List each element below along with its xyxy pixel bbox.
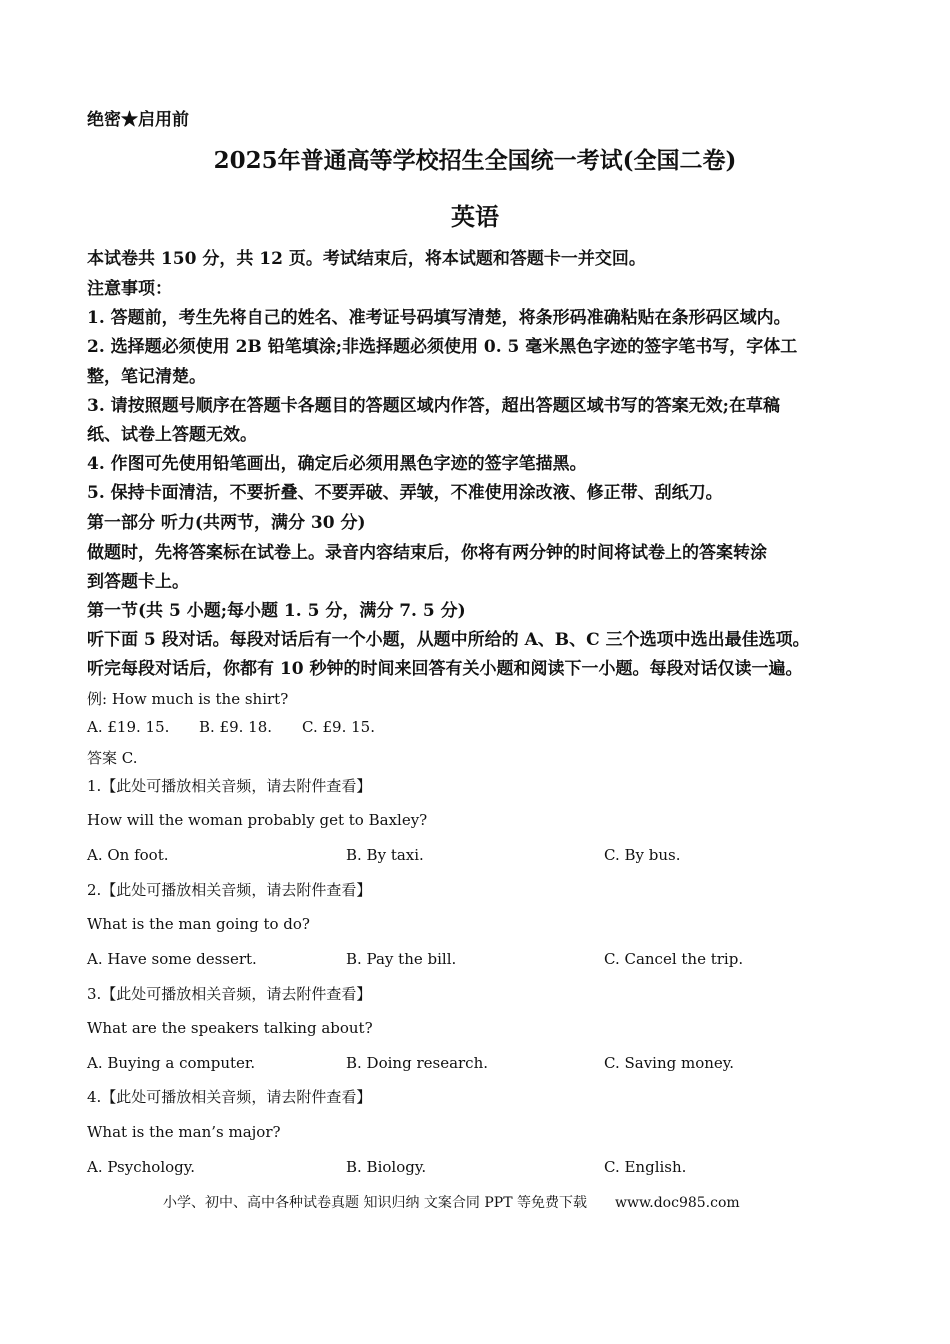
part-description: 到答题卡上。 <box>87 572 189 592</box>
option-b: B. Doing research. <box>346 1054 489 1072</box>
option-c: C. Cancel the trip. <box>604 950 744 968</box>
section-description: 听完每段对话后，你都有 10 秒钟的时间来回答有关小题和阅读下一小题。每段对话仅读一遍。 <box>87 659 803 679</box>
option-c: C. Saving money. <box>604 1054 735 1072</box>
page-footer <box>163 1192 740 1212</box>
option-b: B. Pay the bill. <box>346 950 457 968</box>
notice-line: 纸、试卷上答题无效。 <box>87 425 257 445</box>
notice-line: 5. 保持卡面清洁，不要折叠、不要弄破、弄皱，不准使用涂改液、修正带、刮纸刀。 <box>87 483 723 503</box>
part-title: 第一部分 听力(共两节，满分 30 分) <box>87 513 366 533</box>
notice-line: 2. 选择题必须使用 2B 铅笔填涂;非选择题必须使用 0. 5 毫米黑色字迹的签字笔书写，字体工 <box>87 337 798 357</box>
notice-line: 整，笔记清楚。 <box>87 367 206 387</box>
example-option: B. £9. 18. <box>199 718 273 736</box>
notice-line: 1. 答题前，考生先将自己的姓名、准考证号码填写清楚，将条形码准确粘贴在条形码区域内。 <box>87 308 791 328</box>
footer-url[interactable]: www.doc985.com <box>614 1195 740 1211</box>
option-b: B. By taxi. <box>346 846 424 864</box>
question-text: How will the woman probably get to Baxley? <box>87 811 428 829</box>
option-a: A. On foot. <box>87 846 169 864</box>
notice-line: 4. 作图可先使用铅笔画出，确定后必须用黑色字迹的签字笔描黑。 <box>87 454 587 474</box>
example-answer: 答案 C. <box>87 749 138 767</box>
notice-title: 注意事项： <box>87 279 172 299</box>
question-text: What is the man going to do? <box>87 915 310 933</box>
example-option: A. £19. 15. <box>87 718 170 736</box>
part-description: 做题时，先将答案标在试卷上。录音内容结束后，你将有两分钟的时间将试卷上的答案转涂 <box>87 543 767 563</box>
option-b: B. Biology. <box>346 1158 427 1176</box>
audio-placeholder[interactable]: 3.【此处可播放相关音频，请去附件查看】 <box>87 985 372 1003</box>
section-description: 听下面 5 段对话。每段对话后有一个小题，从题中所给的 A、B、C 三个选项中选出最佳选项。 <box>87 630 810 650</box>
option-c: C. English. <box>604 1158 687 1176</box>
option-a: A. Have some dessert. <box>87 950 257 968</box>
audio-placeholder[interactable]: 1.【此处可播放相关音频，请去附件查看】 <box>87 777 372 795</box>
option-a: A. Psychology. <box>87 1158 196 1176</box>
subject-title: 英语 <box>451 202 499 231</box>
question-text: What is the man’s major? <box>87 1123 281 1141</box>
question-text: What are the speakers talking about? <box>87 1019 373 1037</box>
exam-title: 2025年普通高等学校招生全国统一考试(全国二卷) <box>213 147 737 174</box>
exam-intro: 本试卷共 150 分，共 12 页。考试结束后，将本试题和答题卡一并交回。 <box>87 249 646 269</box>
option-c: C. By bus. <box>604 846 681 864</box>
option-a: A. Buying a computer. <box>87 1054 256 1072</box>
section-title: 第一节(共 5 小题;每小题 1. 5 分，满分 7. 5 分) <box>87 601 466 621</box>
audio-placeholder[interactable]: 2.【此处可播放相关音频，请去附件查看】 <box>87 881 372 899</box>
footer-text: 小学、初中、高中各种试卷真题 知识归纳 文案合同 PPT 等免费下载 <box>163 1195 587 1211</box>
audio-placeholder[interactable]: 4.【此处可播放相关音频，请去附件查看】 <box>87 1088 372 1106</box>
example-option: C. £9. 15. <box>302 718 375 736</box>
confidential-label: 绝密★启用前 <box>87 110 189 130</box>
example-question: 例: How much is the shirt? <box>87 690 289 708</box>
notice-line: 3. 请按照题号顺序在答题卡各题目的答题区域内作答，超出答题区域书写的答案无效;在草稿 <box>87 396 780 416</box>
